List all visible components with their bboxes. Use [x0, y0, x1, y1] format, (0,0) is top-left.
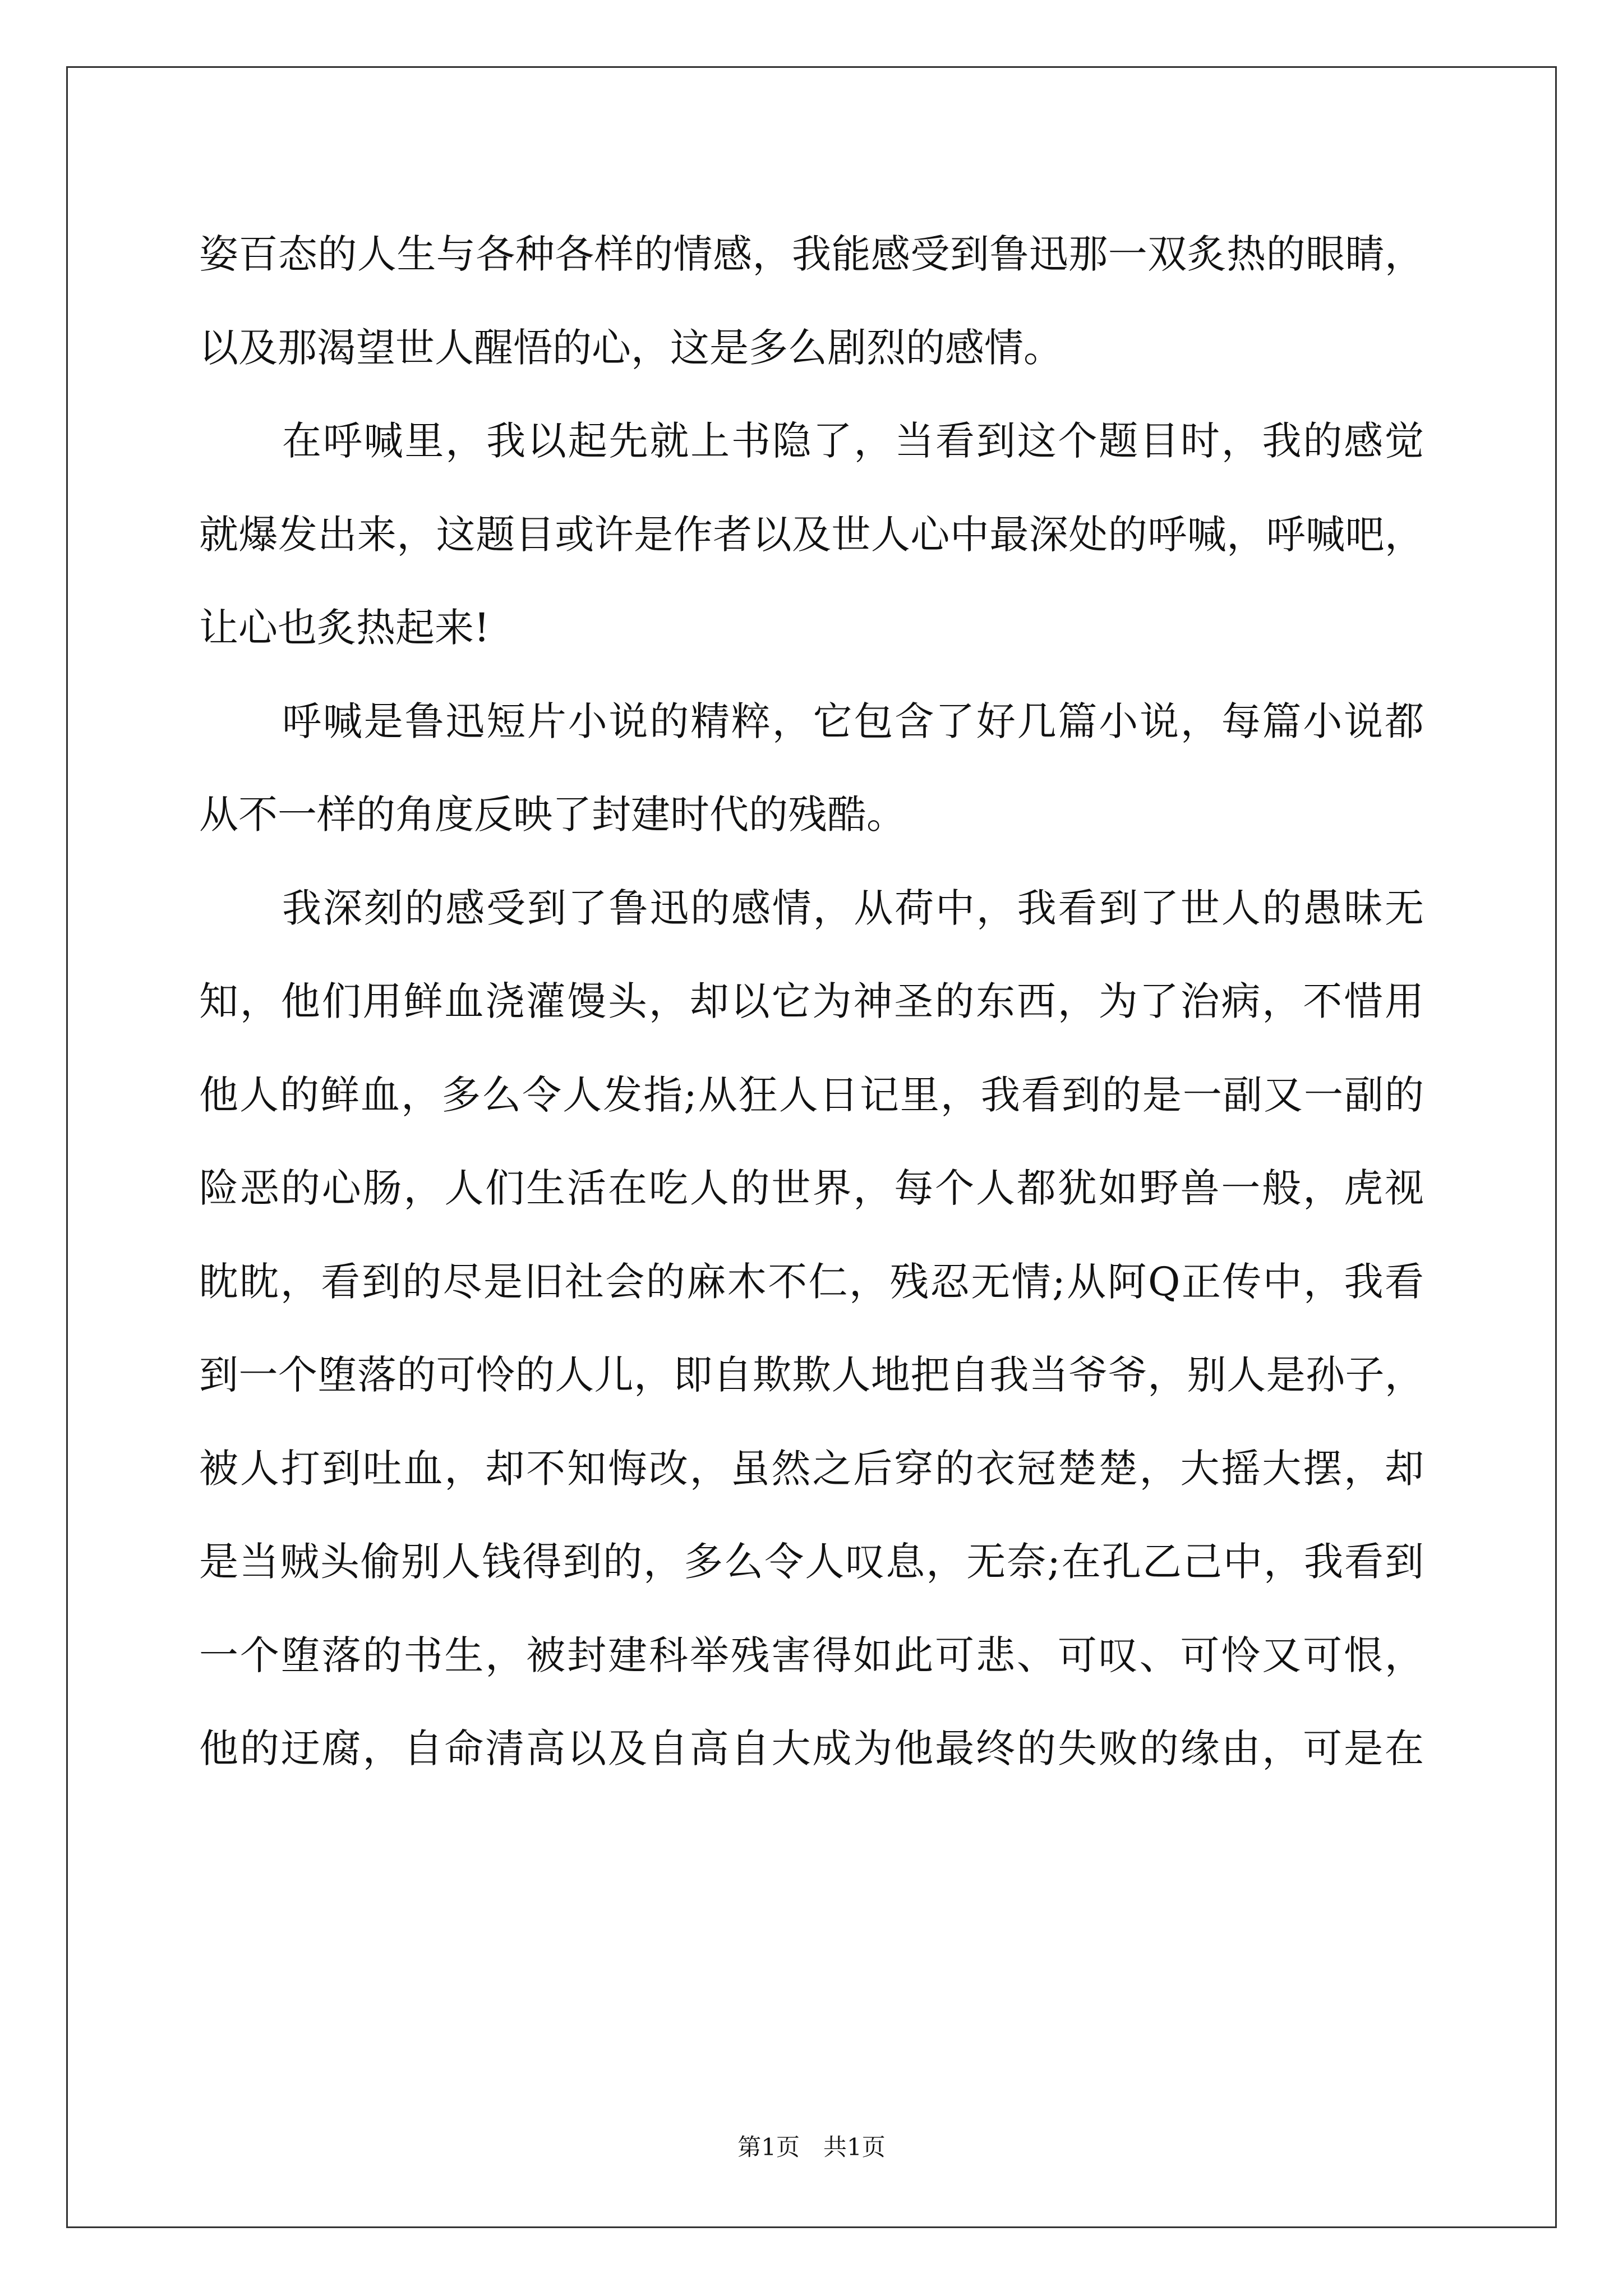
- page-footer: 第1页 共1页: [737, 2133, 886, 2161]
- text-line-14: 被人打到吐血，却不知悔改，虽然之后穿的衣冠楚楚，大摇大摆，却: [199, 1445, 1424, 1492]
- text-line-11: 险恶的心肠，人们生活在吃人的世界，每个人都犹如野兽一般，虎视: [199, 1165, 1424, 1211]
- text-line-1: 姿百态的人生与各种各样的情感，我能感受到鲁迅那一双炙热的眼睛，: [199, 231, 1424, 277]
- text-line-5: 让心也炙热起来!: [199, 605, 490, 651]
- document-body: [199, 208, 1424, 1796]
- text-line-15: 是当贼头偷别人钱得到的，多么令人叹息，无奈;在孔乙己中，我看到: [199, 1539, 1424, 1585]
- text-line-3: 在呼喊里，我以起先就上书隐了，当看到这个题目时，我的感觉: [282, 418, 1424, 464]
- text-line-6: 呼喊是鲁迅短片小说的精粹，它包含了好几篇小说，每篇小说都: [282, 698, 1424, 744]
- text-line-2: 以及那渴望世人醒悟的心，这是多么剧烈的感情。: [199, 324, 1063, 371]
- text-line-13: 到一个堕落的可怜的人儿，即自欺欺人地把自我当爷爷，别人是孙子，: [199, 1352, 1424, 1398]
- text-line-4: 就爆发出来，这题目或许是作者以及世人心中最深处的呼喊，呼喊吧，: [199, 511, 1424, 558]
- text-line-7: 从不一样的角度反映了封建时代的残酷。: [199, 792, 906, 838]
- text-line-10: 他人的鲜血，多么令人发指;从狂人日记里，我看到的是一副又一副的: [199, 1071, 1424, 1118]
- text-line-16: 一个堕落的书生，被封建科举残害得如此可悲、可叹、可怜又可恨，: [199, 1632, 1424, 1678]
- text-line-12: 眈眈，看到的尽是旧社会的麻木不仁，残忍无情;从阿Q正传中，我看: [199, 1258, 1424, 1305]
- text-line-9: 知，他们用鲜血浇灌馒头，却以它为神圣的东西，为了治病，不惜用: [199, 978, 1424, 1024]
- text-line-17: 他的迂腐，自命清高以及自高自大成为他最终的失败的缘由，可是在: [199, 1726, 1424, 1772]
- text-line-8: 我深刻的感受到了鲁迅的感情，从荷中，我看到了世人的愚昧无: [282, 885, 1424, 931]
